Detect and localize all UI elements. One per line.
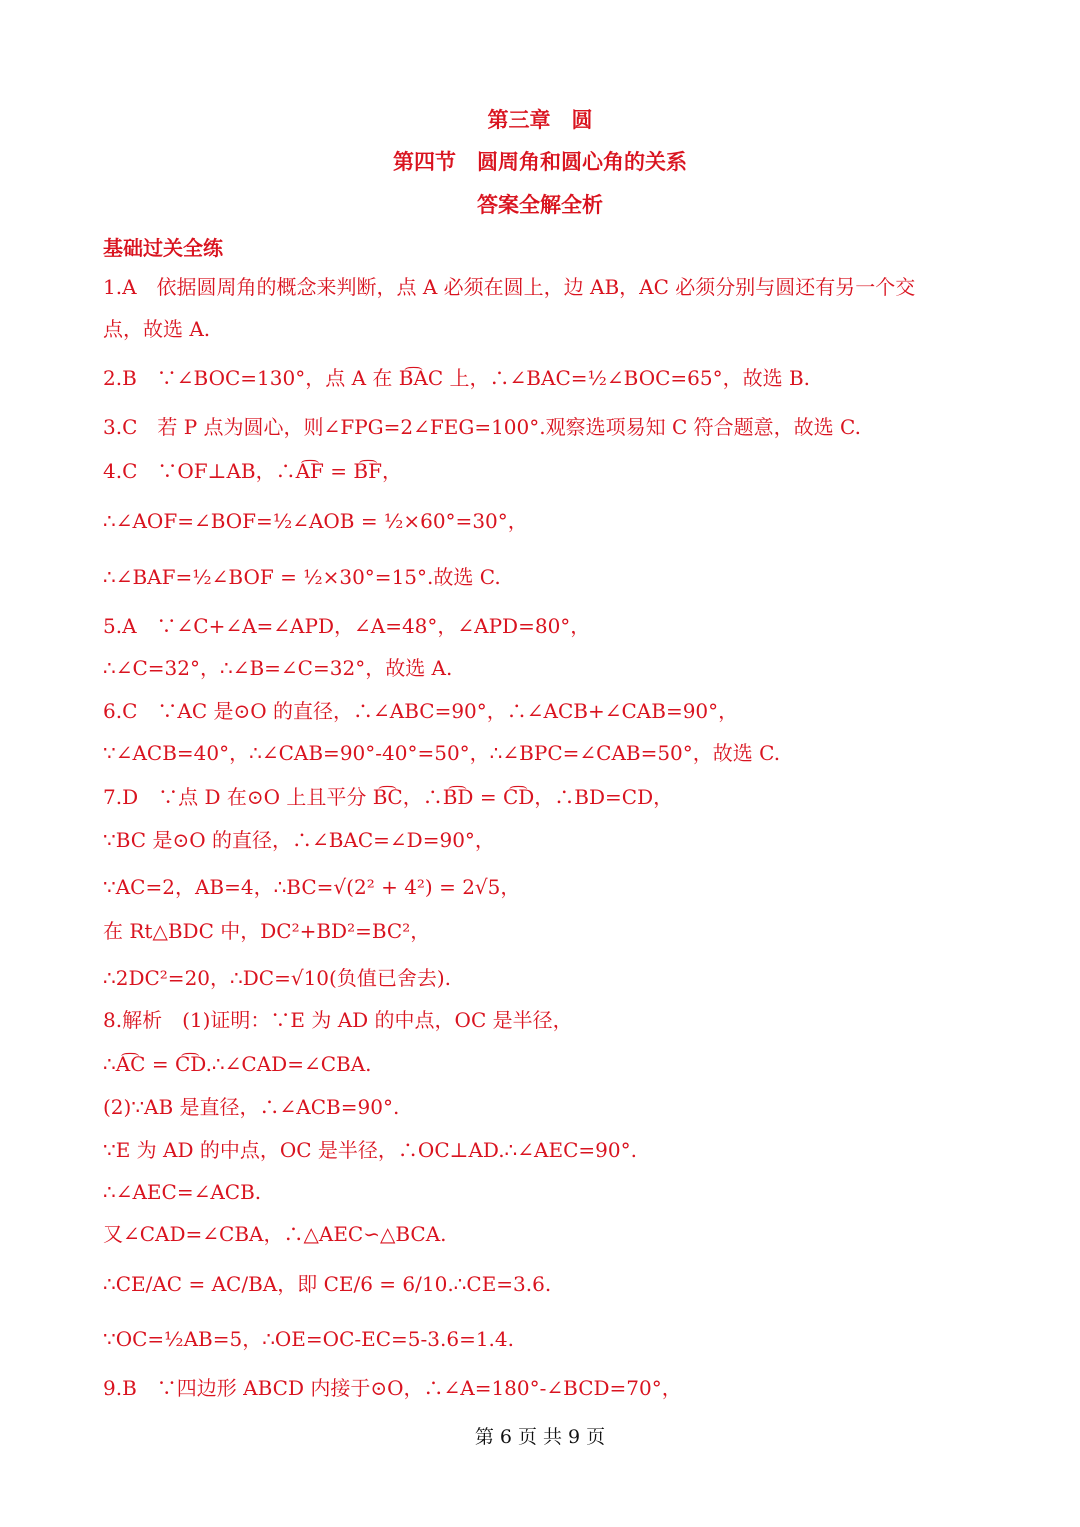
answer-line: 1.A 依据圆周角的概念来判断，点 A 必须在圆上，边 AB，AC 必须分别与圆还有另一个交 <box>103 275 916 299</box>
answer-line: ∴∠AOF=∠BOF=½∠AOB = ½×60°=30°， <box>103 509 528 533</box>
part-heading: 基础过关全练 <box>103 236 223 260</box>
answer-line: ∵∠ACB=40°，∴∠CAB=90°-40°=50°，∴∠BPC=∠CAB=50°，故选 C. <box>103 741 781 765</box>
answer-line: 3.C 若 P 点为圆心，则∠FPG=2∠FEG=100°.观察选项易知 C 符合题意，故选 C. <box>103 415 861 439</box>
chapter-title: 第三章 圆 <box>487 108 593 132</box>
answer-line: 在 Rt△BDC 中，DC²+BD²=BC²， <box>103 919 431 943</box>
answer-line: ∵AC=2，AB=4，∴BC=√(2² + 4²) = 2√5， <box>103 875 521 899</box>
answer-line: 6.C ∵AC 是⊙O 的直径，∴∠ABC=90°，∴∠ACB+∠CAB=90°， <box>103 699 739 723</box>
answer-line: ∴2DC²=20，∴DC=√10(负值已舍去). <box>103 966 451 990</box>
answer-line: ∴∠BAF=½∠BOF = ½×30°=15°.故选 C. <box>103 565 501 589</box>
answer-line: ∴∠AEC=∠ACB. <box>103 1180 262 1204</box>
answer-line: ∴∠C=32°，∴∠B=∠C=32°，故选 A. <box>103 656 453 680</box>
answer-line: 7.D ∵点 D 在⊙O 上且平分 B͡C，∴B͡D = C͡D，∴BD=CD， <box>103 785 674 809</box>
answer-line: 点，故选 A. <box>103 317 211 341</box>
answer-line: 4.C ∵OF⊥AB，∴A͡F = B͡F， <box>103 459 402 483</box>
answer-line: ∵E 为 AD 的中点，OC 是半径，∴OC⊥AD.∴∠AEC=90°. <box>103 1138 637 1162</box>
answer-line: (2)∵AB 是直径，∴∠ACB=90°. <box>103 1095 400 1119</box>
answer-line: 5.A ∵∠C+∠A=∠APD，∠A=48°，∠APD=80°， <box>103 614 591 638</box>
answer-line: ∵BC 是⊙O 的直径，∴∠BAC=∠D=90°， <box>103 828 495 852</box>
answer-subtitle: 答案全解全析 <box>477 193 603 217</box>
answer-line: ∵OC=½AB=5，∴OE=OC-EC=5-3.6=1.4. <box>103 1327 514 1351</box>
answer-line: 2.B ∵∠BOC=130°，点 A 在 B͡AC 上，∴∠BAC=½∠BOC=65°，故选 B. <box>103 366 811 390</box>
answer-line: ∴CE/AC = AC/BA，即 CE/6 = 6/10.∴CE=3.6. <box>103 1272 552 1296</box>
page-footer: 第 6 页 共 9 页 <box>474 1426 606 1448</box>
section-title: 第四节 圆周角和圆心角的关系 <box>393 150 687 174</box>
answer-line: ∴A͡C = C͡D.∴∠CAD=∠CBA. <box>103 1052 372 1076</box>
answer-line: 8.解析 (1)证明：∵E 为 AD 的中点，OC 是半径， <box>103 1008 573 1032</box>
answer-line: 又∠CAD=∠CBA，∴△AEC∽△BCA. <box>103 1222 447 1246</box>
answer-line: 9.B ∵四边形 ABCD 内接于⊙O，∴∠A=180°-∠BCD=70°， <box>103 1376 682 1400</box>
